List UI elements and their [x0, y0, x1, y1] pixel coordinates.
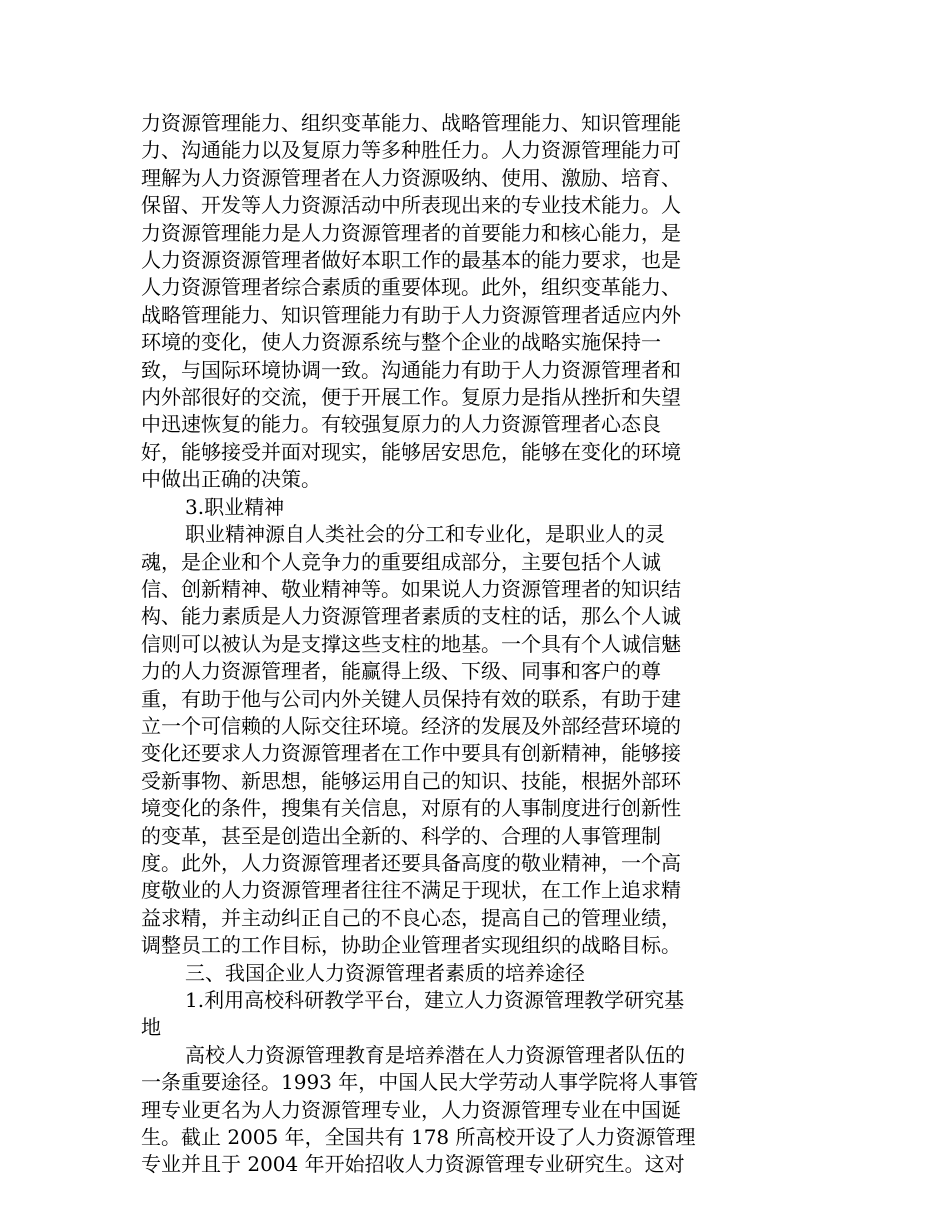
text-line: 专业并且于 2004 年开始招收人力资源管理专业研究生。这对	[141, 1152, 685, 1177]
text-line: 益求精，并主动纠正自己的不良心态，提高自己的管理业绩，	[141, 905, 681, 930]
text-line: 力资源管理能力、组织变革能力、战略管理能力、知识管理能	[141, 111, 681, 135]
text-line: 中做出正确的决策。	[141, 467, 321, 492]
text-line: 战略管理能力、知识管理能力有助于人力资源管理者适应内外	[141, 302, 681, 327]
text-line: 地	[141, 1015, 161, 1040]
text-line: 境变化的条件，搜集有关信息，对原有的人事制度进行创新性	[141, 796, 681, 821]
text-line: 生。截止 2005 年，全国共有 178 所高校开设了人力资源管理	[141, 1125, 696, 1150]
text-line: 致，与国际环境协调一致。沟通能力有助于人力资源管理者和	[141, 357, 681, 382]
text-line: 度。此外，人力资源管理者还要具备高度的敬业精神，一个高	[141, 850, 681, 875]
text-line: 1.利用高校科研教学平台，建立人力资源管理教学研究基	[185, 988, 685, 1012]
text-line: 职业精神源自人类社会的分工和专业化，是职业人的灵	[185, 522, 665, 547]
text-line: 力、沟通能力以及复原力等多种胜任力。人力资源管理能力可	[141, 138, 681, 163]
text-line: 调整员工的工作目标，协助企业管理者实现组织的战略目标。	[141, 933, 681, 958]
document-page	[141, 110, 733, 1179]
text-line: 中迅速恢复的能力。有较强复原力的人力资源管理者心态良	[141, 412, 661, 437]
text-line: 魂，是企业和个人竞争力的重要组成部分，主要包括个人诚	[141, 549, 661, 574]
text-line: 三、我国企业人力资源管理者素质的培养途径	[185, 960, 585, 985]
text-line: 力的人力资源管理者，能赢得上级、下级、同事和客户的尊	[141, 659, 661, 684]
text-line: 高校人力资源管理教育是培养潜在人力资源管理者队伍的	[185, 1042, 685, 1067]
text-line: 变化还要求人力资源管理者在工作中要具有创新精神，能够接	[141, 741, 681, 766]
text-line: 人力资源资源管理者做好本职工作的最基本的能力要求，也是	[141, 248, 681, 273]
text-line: 好，能够接受并面对现实，能够居安思危，能够在变化的环境	[141, 439, 681, 464]
text-line: 人力资源管理者综合素质的重要体现。此外，组织变革能力、	[141, 275, 681, 300]
text-line: 信、创新精神、敬业精神等。如果说人力资源管理者的知识结	[141, 576, 681, 601]
text-line: 一条重要途径。1993 年，中国人民大学劳动人事学院将人事管	[141, 1070, 699, 1095]
text-line: 的变革，甚至是创造出全新的、科学的、合理的人事管理制	[141, 823, 661, 848]
text-line: 3.职业精神	[185, 494, 285, 519]
text-line: 内外部很好的交流，便于开展工作。复原力是指从挫折和失望	[141, 385, 681, 410]
text-line: 力资源管理能力是人力资源管理者的首要能力和核心能力，是	[141, 220, 681, 245]
text-line: 保留、开发等人力资源活动中所表现出来的专业技术能力。人	[141, 193, 681, 218]
text-line: 信则可以被认为是支撑这些支柱的地基。一个具有个人诚信魅	[141, 631, 681, 656]
text-line: 重，有助于他与公司内外关键人员保持有效的联系，有助于建	[141, 686, 681, 711]
text-line: 理解为人力资源管理者在人力资源吸纳、使用、激励、培育、	[141, 165, 681, 190]
text-line: 构、能力素质是人力资源管理者素质的支柱的话，那么个人诚	[141, 604, 681, 629]
text-line: 环境的变化，使人力资源系统与整个企业的战略实施保持一	[141, 330, 661, 355]
text-line: 立一个可信赖的人际交往环境。经济的发展及外部经营环境的	[141, 713, 681, 738]
text-line: 理专业更名为人力资源管理专业，人力资源管理专业在中国诞	[141, 1097, 681, 1122]
text-line: 度敬业的人力资源管理者往往不满足于现状，在工作上追求精	[141, 878, 681, 903]
text-line: 受新事物、新思想，能够运用自己的知识、技能，根据外部环	[141, 768, 681, 793]
